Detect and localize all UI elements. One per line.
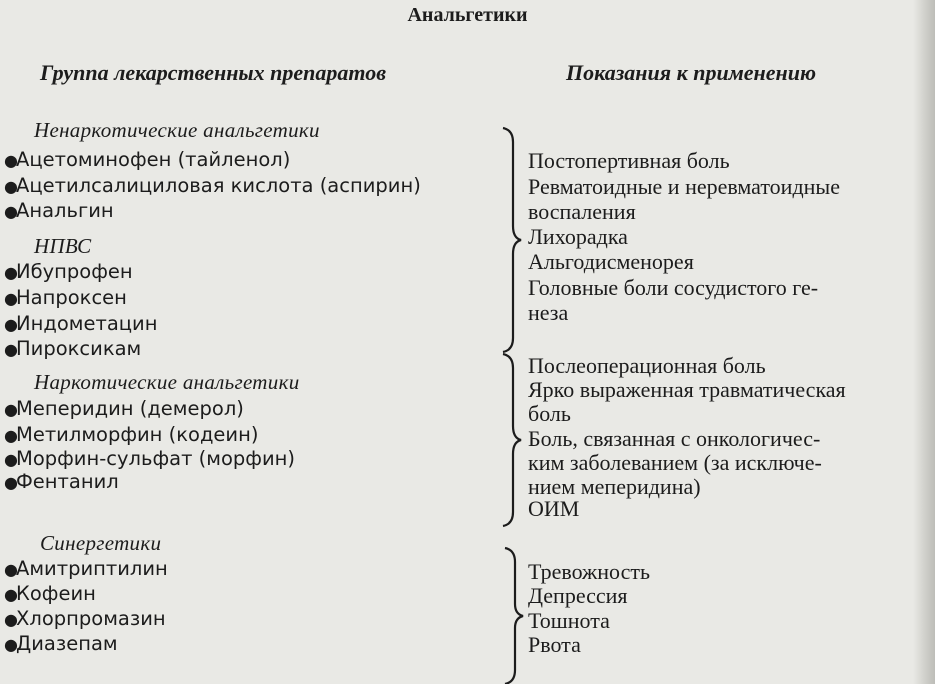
bullet-icon: ● bbox=[4, 610, 18, 629]
bullet-icon: ● bbox=[4, 289, 18, 308]
bullet-icon: ● bbox=[4, 473, 18, 492]
drug-item: ●Анальгин bbox=[4, 199, 114, 222]
group-name: Ненаркотические анальгетики bbox=[34, 118, 320, 142]
bullet-icon: ● bbox=[4, 635, 18, 654]
group-name: НПВС bbox=[34, 234, 92, 258]
drug-item: ●Ацетоминофен (тайленол) bbox=[4, 148, 291, 171]
bullet-icon: ● bbox=[4, 202, 18, 221]
indication-line: ОИМ bbox=[528, 496, 580, 521]
indication-line: Постопертивная боль bbox=[528, 148, 730, 173]
group-name: Наркотические анальгетики bbox=[34, 370, 300, 394]
indication-line: Тошнота bbox=[528, 608, 610, 633]
drug-item: ●Пироксикам bbox=[4, 337, 142, 360]
bullet-icon: ● bbox=[4, 450, 18, 469]
indication-line: Боль, связанная с онкологичес- bbox=[528, 426, 821, 451]
indication-line: ким заболеванием (за исключе- bbox=[528, 450, 822, 475]
indication-line: воспаления bbox=[528, 199, 636, 224]
drug-item: ●Напроксен bbox=[4, 286, 127, 309]
drug-item: ●Меперидин (демерол) bbox=[4, 397, 244, 420]
brace-section-1 bbox=[503, 128, 521, 352]
indication-line: Рвота bbox=[528, 632, 581, 657]
indication-line: неза bbox=[528, 300, 569, 325]
indication-line: Ревматоидные и неревматоидные bbox=[528, 174, 840, 199]
column-header-group: Группа лекарственных препаратов bbox=[40, 60, 387, 85]
indication-line: Лихорадка bbox=[528, 224, 628, 249]
drug-item: ●Ацетилсалициловая кислота (аспирин) bbox=[4, 174, 421, 197]
bullet-icon: ● bbox=[4, 151, 18, 170]
bullet-icon: ● bbox=[4, 426, 18, 445]
indication-line: нием меперидина) bbox=[528, 474, 701, 499]
drug-item: ●Морфин-сульфат (морфин) bbox=[4, 447, 295, 470]
drug-item: ●Кофеин bbox=[4, 582, 96, 605]
drug-item: ●Ибупрофен bbox=[4, 260, 133, 283]
drug-item: ●Индометацин bbox=[4, 312, 158, 335]
drug-item: ●Диазепам bbox=[4, 632, 118, 655]
bullet-icon: ● bbox=[4, 340, 18, 359]
bullet-icon: ● bbox=[4, 315, 18, 334]
bullet-icon: ● bbox=[4, 400, 18, 419]
bullet-icon: ● bbox=[4, 585, 18, 604]
bullet-icon: ● bbox=[4, 177, 18, 196]
indication-line: Тревожность bbox=[528, 559, 650, 584]
column-header-indications: Показания к применению bbox=[566, 60, 817, 85]
brace-section-3 bbox=[505, 548, 523, 684]
bullet-icon: ● bbox=[4, 560, 18, 579]
indication-line: Ярко выраженная травматическая bbox=[528, 377, 846, 402]
brace-section-2 bbox=[503, 354, 521, 526]
page-title: Анальгетики bbox=[407, 4, 528, 26]
indication-line: боль bbox=[528, 401, 571, 426]
indication-line: Головные боли сосудистого ге- bbox=[528, 275, 819, 300]
indication-line: Послеоперационная боль bbox=[528, 353, 766, 378]
group-name: Синергетики bbox=[40, 531, 162, 555]
bullet-icon: ● bbox=[4, 263, 18, 282]
indication-line: Альгодисменорея bbox=[528, 249, 694, 274]
drug-item: ●Метилморфин (кодеин) bbox=[4, 423, 259, 446]
drug-item: ●Хлорпромазин bbox=[4, 607, 166, 630]
indication-line: Депрессия bbox=[528, 583, 628, 608]
drug-item: ●Амитриптилин bbox=[4, 557, 168, 580]
drug-item: ●Фентанил bbox=[4, 470, 119, 493]
